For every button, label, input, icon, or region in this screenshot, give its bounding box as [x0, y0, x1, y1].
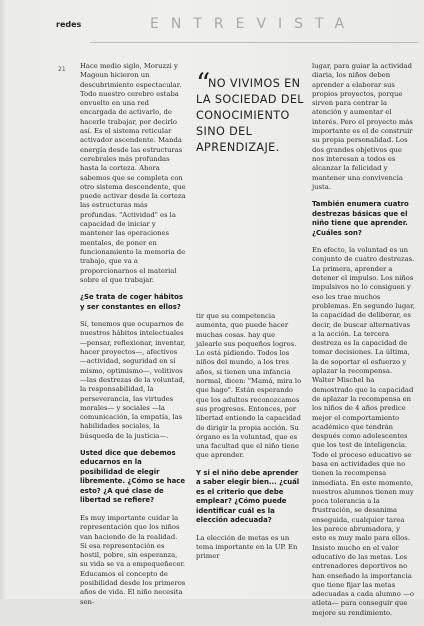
- page-header: [0, 0, 424, 38]
- interview-question: También enumera cuatro destrezas básicas que el niño tiene que aprender. ¿Cuáles son?: [312, 200, 409, 237]
- paragraph: Hace medio siglo, Moruzzi y Magoun hicieron un descubrimiento espectacular. Todo nuestro cerebro estaba envuelto en una red encargada de activarlo, de hacerle trabajar, por decirlo así. Es el sistema reticular activador ascendente. Manda energía desde las estructuras cerebrales más profundas hasta la corteza. Ahora sabemos que se completa con otro sistema descendente, que puede activar desde la corteza las estructuras más profundas. "Actividad" es la capacidad de iniciar y mantener las operaciones mentales, de poner en funcionamiento la memoria de trabajo, que va a proporcionarnos el material sobre el que trabajar.: [80, 62, 186, 284]
- magazine-brand: redes: [56, 20, 82, 29]
- column-left: [80, 62, 186, 615]
- paragraph: lugar, para guiar la actividad diaria, los niños deben aprender a elaborar sus propios proyectos, porque sirven para centrar la atención y aumentar el interés. Pero el proyecto más importante es el de construir su propia personalidad. Los dos grandes objetivos que nos interesan a todos es alcanzar la felicidad y mantener una convivencia justa.: [312, 62, 413, 191]
- pull-quote-text: NO VIVIMOS EN LA SOCIEDAD DEL CONOCIMIENTO SINO DEL APRENDIZAJE.: [196, 77, 304, 154]
- paragraph: En efecto, la voluntad es un conjunto de cuatro destrezas. La primera, aprender a detener el impulso. Los niños impulsivos no lo consiguen y eso les trae muchos problemas. En segundo lugar, la capacidad de deliberar, es decir, de buscar alternativas a la acción. La tercera destreza es la capacidad de tomar decisiones. La última, la de soportar el esfuerzo y aplazar la recompensa. Walter Mischel ha demostrado que la capacidad de aplazar la recompensa en los niños de 4 años predice mejor el comportamiento académico que tendrán después como adolescentes que los test de inteligencia. Todo el proceso educativo se basa en actividades que no tienen la recompensa inmediata. En este momento, nuestros alumnos tienen muy poca tolerancia a la frustración, se desanima enseguida, cualquier tarea les parece abrumadora, y esto es muy malo para ellos. Insisto mucho en el valor educativo de las metas. Los entrenadores deportivos no han enseñado la importancia que tiene fijar las metas adecuadas a cada alumno —o atleta— para conseguir que mejore su rendimiento.: [312, 246, 415, 617]
- column-middle: [196, 312, 302, 570]
- header-rule: [90, 42, 418, 43]
- paragraph: Es muy importante cuidar la representación que los niños van haciendo de la realidad. Si esa representación es hostil, pobre, sin esperanza, su vida se va a empequeñecer. Educamos el concepto de posibilidad desde los primeros años de vida. El niño necesita sen-: [80, 513, 186, 606]
- interview-question: ¿Se trata de coger hábitos y ser constantes en ellos?: [80, 293, 183, 311]
- paragraph: La elección de metas es un tema importante en la UP. En primer: [196, 533, 298, 561]
- page-number: 21: [58, 66, 66, 73]
- paragraph: Sí, tenemos que ocuparnos de nuestros hábitos intelectuales —pensar, reflexionar, inventar, hacer proyectos—, afectivos —actividad, seguridad en sí mismo, optimismo—, volitivos —las destrezas de la voluntad, la responsabilidad, la perseverancia, las virtudes morales— y sociales —la comunicación, la empatía, las habilidades sociales, la búsqueda de la justicia—.: [80, 320, 186, 440]
- column-right: [312, 62, 415, 626]
- paragraph: tir que su competencia aumenta, que puede hacer muchas cosas. hay que jalearle sus pequeños logros. Lo está pidiendo. Todos los niños del mundo, a los tres años, si tienen una infancia normal, dicen: "Mamá, mira lo que hago". Están esperando que los adultos reconozcamos sus progresos. Entonces, por libertad entiendo la capacidad de dirigir la propia acción. Su órgano es la voluntad, que es una facultad que el niño tiene que aprender.: [196, 312, 302, 460]
- quote-mark-icon: “: [196, 67, 211, 100]
- interview-question: Y si el niño debe aprender a saber elegir bien... ¿cuál es el criterio que debe emplear? ¿Cómo puede identificar cuál es la elección adecuada?: [196, 468, 300, 525]
- interview-question: Usted dice que debemos educarnos en la posibilidad de elegir libremente. ¿Cómo se hace esto? ¿A qué clase de libertad se refiere?: [80, 448, 186, 505]
- section-title: ENTREVISTA: [150, 16, 357, 32]
